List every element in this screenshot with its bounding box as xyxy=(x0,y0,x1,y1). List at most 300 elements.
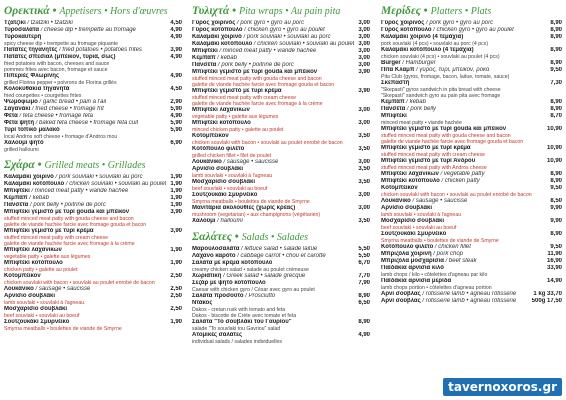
menu-item-description: lamb souvlaki • souvlaki à l'agneau xyxy=(192,173,273,179)
menu-item-greek-name: Τζατζίκι xyxy=(4,20,26,26)
menu-item-name xyxy=(4,260,63,267)
menu-item-greek-name: Φέτα xyxy=(4,113,18,119)
menu-item xyxy=(381,106,562,113)
menu-item-greek-name: Μοσχαρίσιο σουβλάκι xyxy=(192,179,256,185)
menu-item-description: vegetable patty • galette aux légumes xyxy=(192,114,279,120)
menu-item-translation: / pork belly xyxy=(407,106,437,112)
menu-item xyxy=(4,113,182,120)
menu-item-price: 1,90 xyxy=(170,181,182,187)
menu-item-description: stuffed minced meat patty with gouda cheese and bacon xyxy=(381,133,511,139)
menu-item-description: "Skepasti" sandwich gyro au pain pita avec fromage xyxy=(381,93,501,99)
menu-item xyxy=(4,120,182,127)
menu-item-price: 3,50 xyxy=(358,179,370,185)
menu-item xyxy=(381,67,562,74)
menu-item-translation: / lettuce salad • salade laitue xyxy=(241,246,318,252)
menu-item-name xyxy=(192,293,275,300)
menu-item xyxy=(381,145,562,152)
menu-item-price: 3,00 xyxy=(358,55,370,61)
section-title-greek: Σχάρα xyxy=(4,159,35,171)
menu-item-name xyxy=(381,67,489,74)
menu-item xyxy=(381,113,562,120)
menu-item-translation: / chicken gyro • gyro au poulet xyxy=(244,27,325,33)
menu-item-name xyxy=(4,20,73,27)
menu-item-description: "Skepasti" gyros sandwich in pita bread with cheese xyxy=(381,87,501,93)
menu-item xyxy=(192,205,370,212)
menu-item-greek-name: Παϊδάκια αρνίσια κιλό xyxy=(381,265,444,271)
menu-item-greek-name: Πανσέτα xyxy=(192,62,217,68)
menu-item-name xyxy=(4,195,49,202)
menu-item-greek-name: Αρνίσιο σουβλάκι xyxy=(4,293,56,299)
menu-item-translation: / fried potatoes • potatoes frites xyxy=(59,47,142,53)
menu-item-description: lamb chops / kilo • côtelettes d'agneau par kilo xyxy=(381,272,488,278)
menu-item-greek-name: Αρνίσιο σουβλάκι xyxy=(381,205,433,211)
menu-item xyxy=(4,286,182,293)
menu-item-description: vegetable patty • galette aux légumes xyxy=(4,254,91,260)
menu-item-greek-name: Κεμπάπ xyxy=(381,99,405,105)
menu-item-price: 3,00 xyxy=(358,107,370,113)
menu-item-greek-name: Πατάτες σπεσιαλ (μπέικον, τυριά, σως) xyxy=(4,54,116,60)
menu-item-description: lamb souvlaki • souvlaki à l'agneau xyxy=(4,300,85,306)
menu-item-greek-name: Μπιφτέκι xyxy=(192,48,218,54)
menu-item-price: 3,90 xyxy=(170,209,182,215)
menu-item-price: 8,90 xyxy=(550,34,562,40)
menu-item xyxy=(381,251,562,258)
menu-item-name xyxy=(192,34,331,41)
menu-item-greek-name: Μπιφτέκι κοτόπουλο xyxy=(381,178,440,184)
menu-item xyxy=(381,158,562,165)
menu-item-greek-name: Καλαμάκι κοτόπουλο (4 τεμάχια) xyxy=(381,47,474,53)
menu-item-price: 9,90 xyxy=(550,218,562,224)
menu-item xyxy=(381,185,562,192)
menu-item-name xyxy=(192,332,242,339)
menu-item xyxy=(192,133,370,140)
menu-item-description: Smyrna meatballs • boulettes de viande de Smyrne xyxy=(4,326,122,332)
section-title-bullet: • xyxy=(231,231,242,243)
menu-item-price: 7,70 xyxy=(358,273,370,279)
menu-item-translation: / pork gyro • gyro au porc xyxy=(237,20,305,26)
menu-item-description: Pita Club (gyros, fromage, bacon, laitue, tomate, sauce) xyxy=(381,74,510,80)
menu-item-description: chicken souvlaki (4 pcs) • souvlaki au poulet (4 pcs) xyxy=(381,54,500,60)
menu-item-name xyxy=(381,278,451,285)
menu-item-name xyxy=(192,27,325,34)
menu-item xyxy=(381,178,562,185)
menu-item-name xyxy=(192,273,305,280)
menu-item-name xyxy=(381,106,436,113)
menu-item-translation: / fried cheese • fromage frit xyxy=(32,106,104,112)
menu-item-translation: / minced meat patty • viande hachée xyxy=(31,188,129,194)
menu-item-translation: / chicken souvlaki • souvlaki au poulet xyxy=(253,41,355,47)
menu-item-name xyxy=(192,159,278,166)
menu-item-description: pommes frites avec bacon, fromage et sauce xyxy=(4,67,108,73)
menu-item-description: minced meat patty • viande hachée xyxy=(381,120,462,126)
menu-item-description: chicken patty • galette au poulet xyxy=(4,267,78,273)
menu-item-price: 9,50 xyxy=(550,244,562,250)
menu-item-price: 8,90 xyxy=(550,106,562,112)
menu-item-price: 8,90 xyxy=(550,231,562,237)
menu-item-name xyxy=(4,174,143,181)
menu-item-description: fried potatoes with bacon, cheeses and sauce xyxy=(4,61,110,67)
menu-item-price: 3,00 xyxy=(358,41,370,47)
menu-item-price: 5,50 xyxy=(358,253,370,259)
menu-item-name xyxy=(381,291,516,298)
menu-item-translation: / baked feta cheese • fromage feta cuit xyxy=(35,120,139,126)
menu-item-name xyxy=(381,244,471,251)
menu-item-price: 3,00 xyxy=(358,192,370,198)
menu-item xyxy=(381,244,562,251)
menu-item-greek-name: Μπιφτέκι λαχανικών xyxy=(381,171,439,177)
menu-item xyxy=(192,20,370,27)
menu-item-price: 2,90 xyxy=(170,99,182,105)
menu-item-translation: / beef steak xyxy=(445,258,477,264)
menu-item-greek-name: Πανσέτα xyxy=(4,202,29,208)
menu-item-greek-name: Σουτζουκάκι Σμυρνέικο xyxy=(381,231,447,237)
menu-item-greek-name: Χωριάτικη xyxy=(192,273,222,279)
menu-item-greek-name: Γύρος κοτόπουλο xyxy=(381,27,432,33)
menu-item-description: salade "To souvlaki tou Gavriou" salad xyxy=(192,326,281,332)
menu-item-greek-name: Μπιφτέκι γεμιστό με τυρί gouda και μπέικον xyxy=(381,126,507,132)
menu-item-description: chicken souvlaki with bacon • souvlaki au poulet enrobé de bacon xyxy=(192,140,343,146)
menu-item-price: 2,50 xyxy=(170,273,182,279)
menu-item-name xyxy=(4,47,142,54)
menu-item-description: beef souvlaki • souvlaki au boeuf xyxy=(192,186,268,192)
menu-item-price: 7,30 xyxy=(550,80,562,86)
menu-item-price: 2,50 xyxy=(170,286,182,292)
menu-item-greek-name: Πιπεριές Φλωρίνης xyxy=(4,73,60,79)
menu-item xyxy=(4,306,182,313)
menu-item xyxy=(381,231,562,238)
menu-item-description: Smyrna meatballs • boulettes de viande de Smyrne xyxy=(381,238,499,244)
menu-item-description: pork souvlaki (4 pcs) • souvlaki au porc (4 pcs) xyxy=(381,41,489,47)
menu-item-translation: / chicken patty xyxy=(441,178,480,184)
menu-item-price: 4,50 xyxy=(170,20,182,26)
menu-item-price: 4,90 xyxy=(170,54,182,60)
menu-item-price: 8,90 xyxy=(358,293,370,299)
menu-item-greek-name: Λουκάνικο xyxy=(381,198,411,204)
menu-item-greek-name: Σαλάτα "Το σουβλάκι του Γαυρίου" xyxy=(192,319,292,325)
menu-item-greek-name: Ντάκος xyxy=(192,300,213,306)
section-title xyxy=(4,4,182,19)
section-title xyxy=(381,4,562,19)
section-title-translation: Salads • Salades xyxy=(241,232,308,243)
menu-item-price: 3,50 xyxy=(358,218,370,224)
menu-item-price: 10,90 xyxy=(546,145,562,151)
menu-item-description: galette de viande hachée farcie avec fromage gouda et bacon xyxy=(4,222,147,228)
menu-item-price: 3,50 xyxy=(358,146,370,152)
menu-item-name xyxy=(192,166,243,173)
menu-item xyxy=(381,47,562,54)
section-title-bullet: • xyxy=(49,5,60,17)
menu-item-description: mushroom (vegetarian) • aux champignons (végétarien) xyxy=(192,212,321,218)
menu-item xyxy=(381,27,562,34)
menu-item-description: creamy chicken salad • salade au poulet crémeuse xyxy=(192,267,309,273)
menu-item-price: 9,50 xyxy=(550,67,562,73)
menu-item-name xyxy=(192,146,244,153)
menu-item xyxy=(192,280,370,287)
menu-item xyxy=(4,73,182,80)
menu-item-greek-name: Κοτομπέικον xyxy=(4,273,41,279)
menu-item xyxy=(4,209,182,216)
menu-item xyxy=(192,166,370,173)
menu-item-price: 8,50 xyxy=(550,198,562,204)
menu-item-translation: / cheese dip • trempette au fromage xyxy=(40,27,136,33)
menu-item-name xyxy=(4,140,44,147)
menu-item xyxy=(4,202,182,209)
menu-item-translation: / rotisserie lamb • agneau rôtisserie xyxy=(422,298,517,304)
menu-item-greek-name: Μπριζόλα χοιρινή xyxy=(381,251,432,257)
menu-item-greek-name: Μανιτάρια ακολουθίες (χωρίς κρέας) xyxy=(192,205,296,211)
menu-item-price: 3,00 xyxy=(358,20,370,26)
menu-item-price: 10,90 xyxy=(546,126,562,132)
menu-item-price: 9,90 xyxy=(550,205,562,211)
menu-item xyxy=(192,146,370,153)
menu-item-greek-name: Μπιφτέκι κοτόπουλο xyxy=(192,120,251,126)
menu-item-name xyxy=(381,99,426,106)
menu-item-price: 3,90 xyxy=(170,228,182,234)
menu-item-name xyxy=(192,253,326,260)
menu-item-greek-name: Γύρος χοιρινός xyxy=(381,20,425,26)
menu-item-translation: / pork souvlaki • souvlaki au porc xyxy=(55,174,143,180)
menu-item-name xyxy=(381,265,444,272)
menu-item-name xyxy=(381,218,444,225)
menu-item-translation: / cabbage carrot • chou et carotte xyxy=(237,253,326,259)
menu-item xyxy=(381,60,562,67)
menu-item-greek-name: Χαλούμι xyxy=(192,218,216,224)
menu-item-description: galette de viande hachée farcie avec fromage gouda et bacon xyxy=(381,139,524,145)
menu-item-price: 4,90 xyxy=(170,27,182,33)
menu-item-greek-name: Μπιφτέκι xyxy=(381,113,407,119)
menu-item xyxy=(381,205,562,212)
menu-item-greek-name: Μπιφτέκι κοτόπουλο xyxy=(4,260,63,266)
menu-item-translation: / Greek salad • salade grecque xyxy=(223,273,306,279)
menu-item-name xyxy=(4,86,70,93)
menu-item-greek-name: Γύρος κοτόπουλο xyxy=(192,27,243,33)
menu-item xyxy=(192,107,370,114)
menu-item-name xyxy=(4,34,41,41)
menu-item-description: stuffed minced meat patty with cream cheese xyxy=(4,235,108,241)
menu-item xyxy=(381,258,562,265)
section-title-bullet: • xyxy=(229,5,239,17)
menu-item-price: 4,90 xyxy=(170,34,182,40)
menu-item-price: 5,90 xyxy=(170,106,182,112)
menu-item xyxy=(381,99,562,106)
menu-item-greek-name: Λουκάνικο xyxy=(4,286,34,292)
menu-item-price: 3,90 xyxy=(358,88,370,94)
menu-item-name xyxy=(192,179,255,186)
menu-item xyxy=(4,188,182,195)
menu-item xyxy=(4,181,182,188)
menu-item-greek-name: Αρνί σούβλας xyxy=(381,291,421,297)
menu-item-price: 8,90 xyxy=(550,27,562,33)
menu-item xyxy=(381,20,562,27)
menu-item-name xyxy=(381,298,516,305)
menu-item-name xyxy=(4,188,128,195)
menu-item-greek-name: Φέτα ψητή xyxy=(4,120,35,126)
menu-item-name xyxy=(4,73,59,80)
menu-item-name xyxy=(192,62,294,69)
section-title-translation: Appetisers • Hors d'œuvres xyxy=(59,6,168,17)
menu-item-description: Dakos - biscotte de Crète avec tomate et feta xyxy=(192,313,297,319)
section-title-translation: Pita wraps • Au pain pita xyxy=(238,6,341,17)
menu-item-description: stuffed minced meat patty with gouda cheese and bacon xyxy=(4,216,134,222)
menu-item-greek-name: Πίτα Κλαμπ xyxy=(381,67,415,73)
menu-item-price: 3,00 xyxy=(358,120,370,126)
menu-item-description: grilled Florina pepper • poivrons de Florina grillés xyxy=(4,80,117,86)
menu-item-translation: / chicken gyro • gyro au poulet xyxy=(433,27,514,33)
menu-item-name xyxy=(381,205,432,212)
menu-item-translation: / kebab xyxy=(217,55,237,61)
menu-item-translation: / sausage • saucisse xyxy=(35,286,91,292)
menu-item-greek-name: Γύρος χοιρινός xyxy=(192,20,236,26)
menu-item-greek-name: Λάχανο καρότο xyxy=(192,253,236,259)
menu-item-price: 6,70 xyxy=(358,260,370,266)
menu-item-name xyxy=(4,306,67,313)
menu-item-name xyxy=(381,198,467,205)
menu-item-description: galette de viande hachée farcie avec fromage à la crème xyxy=(4,241,135,247)
menu-item-greek-name: Κεμπάπ xyxy=(4,195,28,201)
menu-item xyxy=(192,88,370,95)
menu-item-price: 4,90 xyxy=(170,113,182,119)
menu-item xyxy=(192,253,370,260)
menu-item-name xyxy=(192,205,295,212)
menu-item-greek-name: Μπιφτέκι γεμιστό με τυρί Άνδρου xyxy=(381,158,476,164)
menu-item-description: minced chicken patty • galette au poulet xyxy=(192,127,284,133)
menu-item-name xyxy=(381,126,506,133)
menu-item xyxy=(4,319,182,326)
section-title-greek: Τυλιχτά xyxy=(192,5,230,17)
menu-item-greek-name: Σαλάτα προσούτο xyxy=(192,293,244,299)
menu-item-description: individual salads / salades individuelles xyxy=(192,339,282,345)
menu-item-price: 1,90 xyxy=(170,174,182,180)
menu-item-price: 2,50 xyxy=(170,293,182,299)
menu-item-description: local Andros soft cheese • fromage d'Andros mou xyxy=(4,134,118,140)
menu-item xyxy=(192,41,370,48)
menu-item-name xyxy=(192,192,257,199)
menu-item-price: 3,50 xyxy=(358,166,370,172)
menu-item-price: 3,90 xyxy=(358,69,370,75)
menu-item-translation: / pork belly • poitrine de porc xyxy=(218,62,294,68)
menu-item xyxy=(192,179,370,186)
section-title-translation: Platters • Plats xyxy=(430,6,492,17)
menu-item-name xyxy=(4,113,93,120)
menu-item-price: 1,90 xyxy=(170,202,182,208)
section-title-bullet: • xyxy=(34,159,45,171)
menu-item-description: galette de viande hachée farcie avec fromage à la crème xyxy=(192,101,323,107)
menu-item-description: Dakos - cretan rusk with tomato and feta xyxy=(192,307,286,313)
menu-item-greek-name: Λουκάνικο xyxy=(192,159,222,165)
menu-item xyxy=(192,159,370,166)
menu-item-description: chicken souvlaki with bacon • souvlaki au poulet enrobé de bacon xyxy=(4,280,155,286)
section-title-bullet: • xyxy=(420,5,431,17)
menu-item xyxy=(381,298,562,305)
menu-item-translation: / pork chop xyxy=(433,251,463,257)
menu-item-name xyxy=(4,273,41,280)
menu-item-price: 3,50 xyxy=(358,133,370,139)
menu-item-greek-name: Κολοκυθάκια τηγανητά xyxy=(4,86,70,92)
menu-item-description: beef souvlaki • souvlaki au boeuf xyxy=(4,313,80,319)
menu-item-greek-name: Μοσχαρίσιο σουβλάκι xyxy=(4,306,68,312)
menu-item xyxy=(192,48,370,55)
menu-item xyxy=(192,55,370,62)
menu-item-price: 6,90 xyxy=(170,140,182,146)
menu-item xyxy=(192,332,370,339)
menu-item-price: 8,90 xyxy=(358,319,370,325)
menu-item-greek-name: Κεμπάπ xyxy=(192,55,216,61)
section-title xyxy=(4,158,182,173)
menu-item-price: 8,90 xyxy=(550,178,562,184)
menu-item-greek-name: Μπιφτέκι γεμιστό με τυρί gouda και μπέικον xyxy=(192,69,318,75)
menu-item-price: 8,70 xyxy=(550,113,562,119)
menu-item-name xyxy=(4,27,136,34)
menu-item xyxy=(4,99,182,106)
menu-item-description: galette de viande hachée farcie avec fromage gouda et bacon xyxy=(192,82,335,88)
menu-item-greek-name: Καλαμάκι χοιρινό xyxy=(4,174,54,180)
menu-item-greek-name: Σουτζουκάκι Σμυρνέικο xyxy=(4,319,70,325)
menu-item-translation: / Hamburger xyxy=(402,60,436,66)
menu-item-price: 9,50 xyxy=(550,185,562,191)
menu-item-price: 5,90 xyxy=(170,120,182,126)
menu-item-greek-name: Σεζάρ με ψητό κοτόπουλο xyxy=(192,280,266,286)
menu-item xyxy=(381,291,562,298)
menu-item xyxy=(192,120,370,127)
section-title-greek: Μερίδες xyxy=(381,5,421,17)
menu-item-name xyxy=(4,286,90,293)
menu-item-translation: / pork gyro • gyro au porc xyxy=(426,20,494,26)
menu-column-middle xyxy=(192,4,370,345)
menu-item-greek-name: Χαλούμι ψητό xyxy=(4,140,44,146)
menu-item-name xyxy=(4,127,60,134)
menu-item-name xyxy=(4,228,94,235)
menu-item-description: chicken souvlaki with bacon • souvlaki au poulet enrobé de bacon xyxy=(381,192,532,198)
menu-item-price: 8,90 xyxy=(550,47,562,53)
menu-item-price: 1 kg 33,70 xyxy=(533,291,562,297)
section-title xyxy=(192,230,370,245)
section-title-greek: Ορεκτικά xyxy=(4,5,50,17)
menu-item-name xyxy=(192,55,237,62)
menu-item-price: 1,90 xyxy=(170,260,182,266)
menu-item-translation: / sausage • saucisse xyxy=(223,159,279,165)
menu-item xyxy=(4,47,182,54)
menu-item xyxy=(381,218,562,225)
menu-item-name xyxy=(192,319,292,326)
menu-item-price: 10,90 xyxy=(546,158,562,164)
menu-item-price: 16,90 xyxy=(546,258,562,264)
menu-item-greek-name: Τυροκαυτερή xyxy=(4,34,42,40)
menu-item-greek-name: Κοτόπουλο φιλέτο xyxy=(192,146,245,152)
menu-item-name xyxy=(192,260,272,267)
menu-item xyxy=(4,86,182,93)
menu-item xyxy=(192,293,370,300)
menu-item-translation: / halloumi xyxy=(217,218,243,224)
menu-item-price: 14,90 xyxy=(546,278,562,284)
menu-item-name xyxy=(192,69,317,76)
menu-item xyxy=(381,198,562,205)
menu-item-description: stuffed minced meat patty with cream cheese xyxy=(192,95,296,101)
menu-item xyxy=(4,174,182,181)
menu-item-translation: / vegetable patty xyxy=(440,171,485,177)
menu-item-greek-name: Μοσχαρίσιο σουβλάκι xyxy=(381,218,445,224)
menu-item-price: 4,90 xyxy=(358,332,370,338)
menu-item-greek-name: Τυρί τοπικό μαλακό xyxy=(4,127,60,133)
menu-item-translation: / sausage • saucisse xyxy=(412,198,468,204)
menu-item-price: 3,00 xyxy=(358,62,370,68)
menu-item xyxy=(192,246,370,253)
menu-item-price: 11,90 xyxy=(547,251,562,257)
menu-item xyxy=(192,218,370,225)
menu-item-price: 3,00 xyxy=(358,205,370,211)
menu-item xyxy=(381,171,562,178)
menu-item-greek-name: Σουτζουκάκι Σμυρνέικο xyxy=(192,192,258,198)
menu-item-greek-name: Μπιφτέκι γεμιστό με τυρί κρέμα xyxy=(192,88,282,94)
